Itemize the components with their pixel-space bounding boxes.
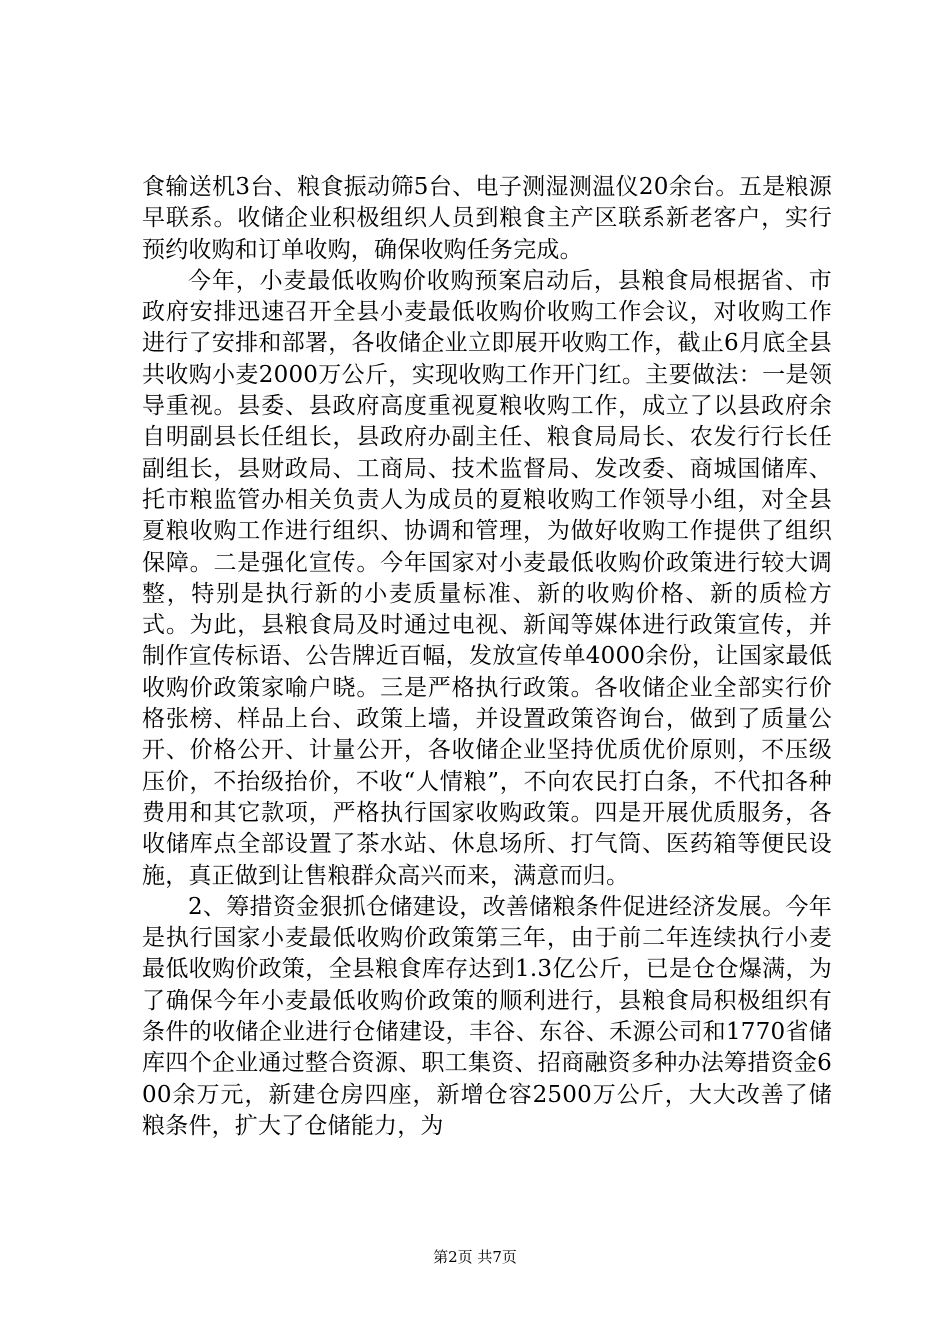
paragraph-3: 2、筹措资金狠抓仓储建设，改善储粮条件促进经济发展。今年是执行国家小麦最低收购价政策第三年，由于前二年连续执行小麦最低收购价政策，全县粮食库存达到1.3亿公斤，已是仓仓爆满，为了确保今年小麦最低收购价政策的顺利进行，县粮食局积极组织有条件的收储企业进行仓储建设，丰谷、东谷、禾源公司和1770省储库四个企业通过整合资源、职工集资、招商融资多种办法筹措资金600余万元，新建仓房四座，新增仓容2500万公斤，大大改善了储粮条件，扩大了仓储能力，为 — [142, 893, 832, 1139]
page-footer: 第2页 共7页 — [433, 1248, 517, 1266]
paragraph-1: 食输送机3台、粮食振动筛5台、电子测湿测温仪20余台。五是粮源早联系。收储企业积极组织人员到粮食主产区联系新老客户，实行预约收购和订单收购，确保收购任务完成。 — [142, 174, 832, 263]
document-body — [142, 172, 832, 1142]
paragraph-2: 今年，小麦最低收购价收购预案启动后，县粮食局根据省、市政府安排迅速召开全县小麦最低收购价收购工作会议，对收购工作进行了安排和部署，各收储企业立即展开收购工作，截止6月底全县共收购小麦2000万公斤，实现收购工作开门红。主要做法：一是领导重视。县委、县政府高度重视夏粮收购工作，成立了以县政府余自明副县长任组长，县政府办副主任、粮食局局长、农发行行长任副组长，县财政局、工商局、技术监督局、发改委、商城国储库、托市粮监管办相关负责人为成员的夏粮收购工作领导小组，对全县夏粮收购工作进行组织、协调和管理，为做好收购工作提供了组织保障。二是强化宣传。今年国家对小麦最低收购价政策进行较大调整，特别是执行新的小麦质量标准、新的收购价格、新的质检方式。为此，县粮食局及时通过电视、新闻等媒体进行政策宣传，并制作宣传标语、公告牌近百幅，发放宣传单4000余份，让国家最低收购价政策家喻户晓。三是严格执行政策。各收储企业全部实行价格张榜、样品上台、政策上墙，并设置政策咨询台，做到了质量公开、价格公开、计量公开，各收储企业坚持优质优价原则，不压级压价，不抬级抬价，不收“人情粮”，不向农民打白条，不代扣各种费用和其它款项，严格执行国家收购政策。四是开展优质服务，各收储库点全部设置了茶水站、休息场所、打气筒、医药箱等便民设施，真正做到让售粮群众高兴而来，满意而归。 — [142, 267, 832, 889]
